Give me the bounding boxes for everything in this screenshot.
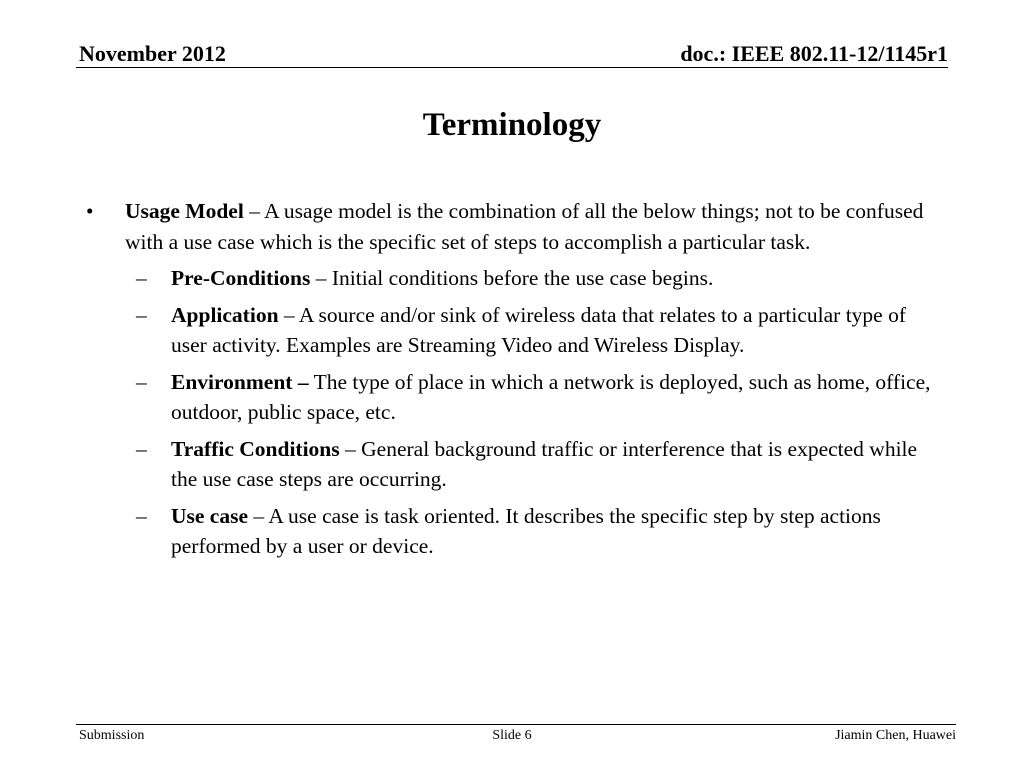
sub-bullet-use-case — [136, 501, 946, 562]
definition-usage-model: – A usage model is the combination of all the below things; not to be confused with a use case which is the specific set of steps to accomplish a particular task. — [125, 199, 924, 254]
definition-pre-conditions: – Initial conditions before the use case begins. — [310, 266, 714, 290]
dash-marker: – — [136, 503, 147, 528]
definition-traffic-conditions: – General background traffic or interference that is expected while the use case steps are occurring. — [171, 436, 918, 491]
term-application: Application — [171, 302, 279, 327]
dash-marker: – — [136, 369, 147, 394]
footer-slide-number: Slide 6 — [492, 728, 532, 743]
term-environment: Environment – — [171, 369, 309, 394]
footer-divider — [76, 724, 956, 725]
footer-author: Jiamin Chen, Huawei — [835, 728, 956, 743]
bullet-usage-model — [86, 196, 946, 257]
term-usage-model: Usage Model — [125, 199, 244, 223]
dash-marker: – — [136, 302, 147, 327]
header-divider — [76, 67, 948, 68]
definition-environment: The type of place in which a network is deployed, such as home, office, outdoor, public space, etc. — [171, 369, 931, 424]
term-use-case: Use case — [171, 503, 249, 528]
definition-application: – A source and/or sink of wireless data that relates to a particular type of user activity. Examples are Streaming Video and Wireless Display. — [171, 302, 907, 357]
bullet-marker: • — [86, 199, 94, 223]
header-date: November 2012 — [79, 41, 226, 66]
term-pre-conditions: Pre-Conditions — [171, 266, 311, 290]
dash-marker: – — [136, 436, 147, 461]
sub-bullet-pre-conditions — [136, 263, 946, 294]
sub-bullet-application — [136, 300, 946, 361]
sub-bullet-environment — [136, 367, 946, 428]
term-traffic-conditions: Traffic Conditions — [171, 436, 340, 461]
sub-bullet-list — [136, 263, 946, 562]
sub-bullet-traffic-conditions — [136, 434, 946, 495]
slide-title: Terminology — [422, 107, 602, 143]
definition-use-case: – A use case is task oriented. It describes the specific step by step actions performed by a user or device. — [171, 503, 881, 558]
footer-submission: Submission — [79, 728, 145, 743]
dash-marker: – — [136, 266, 147, 290]
header-doc-id: doc.: IEEE 802.11-12/1145r1 — [680, 41, 948, 66]
slide-body — [86, 196, 946, 568]
